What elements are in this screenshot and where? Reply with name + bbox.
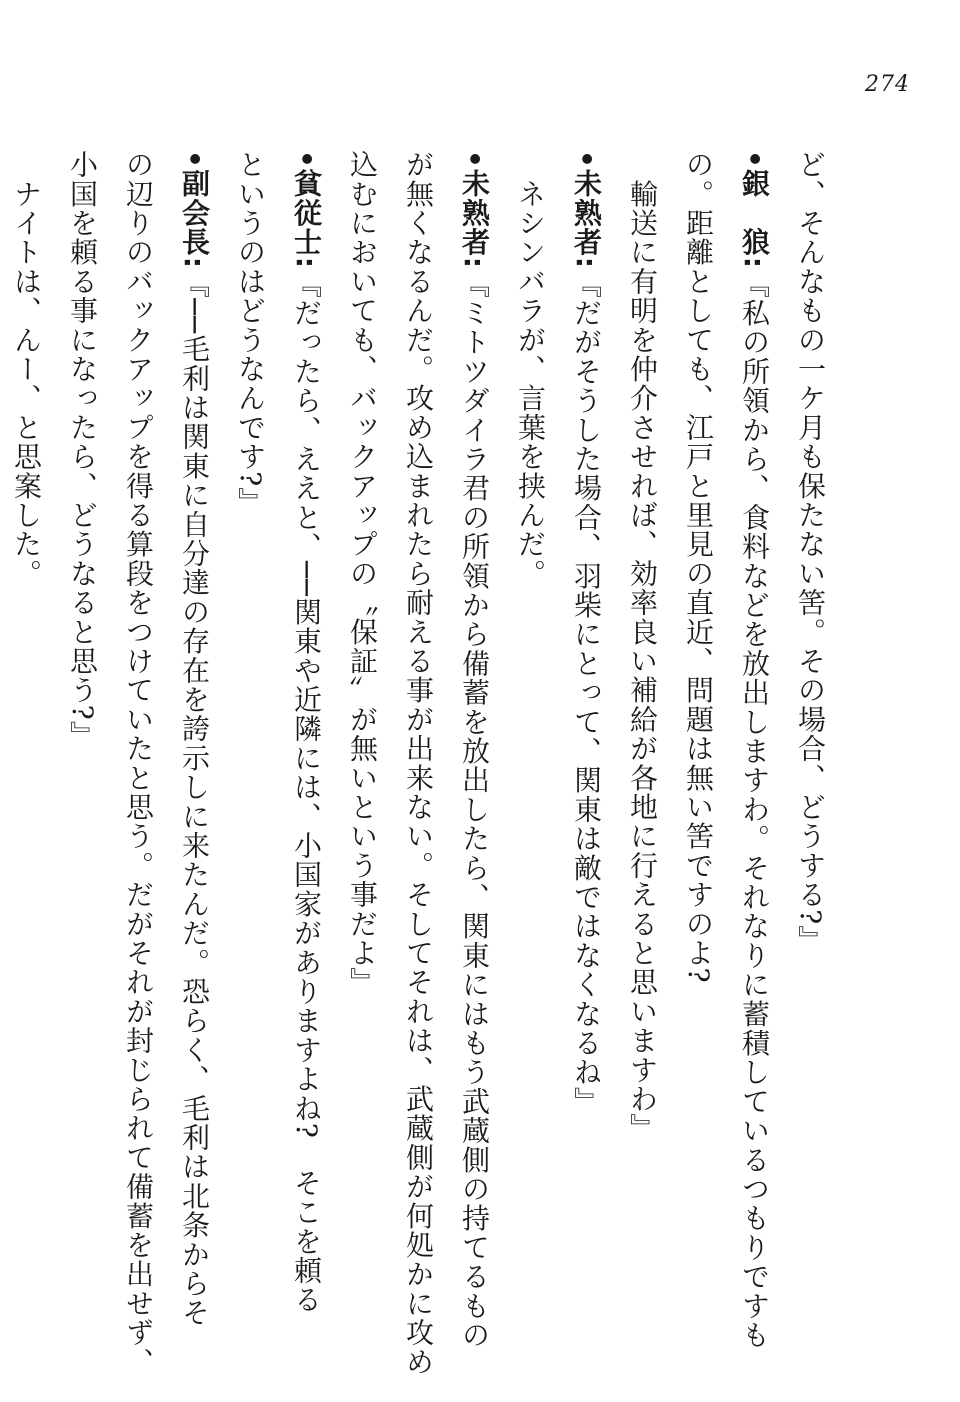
text-line (54, 150, 110, 1330)
text-line (446, 150, 502, 1350)
speaker-colon: : (178, 256, 211, 270)
text-line (782, 150, 838, 1330)
line-text: ナイトは、んー、と思案した。 (10, 150, 43, 588)
line-text: 『ミトツダイラ君の所領から備蓄を放出したら、関東にはもう武蔵側の持てるもの (458, 269, 491, 1350)
speaker-colon: : (458, 256, 491, 270)
text-line (614, 150, 670, 1330)
text-line (110, 150, 166, 1377)
text-line (222, 150, 278, 1330)
text-line (558, 150, 614, 1330)
bullet-mark: • (178, 150, 211, 170)
bullet-mark: • (570, 150, 603, 170)
speaker-name: 未熟者 (570, 169, 603, 257)
line-text: 込むにおいても、バックアップの〝保証〟が無いという事だよ』 (346, 150, 379, 997)
line-text: ネシンバラが、言葉を挟んだ。 (514, 150, 547, 588)
line-text: 『だがそうした場合、羽柴にとって、関東は敵ではなくなるね』 (570, 269, 603, 1116)
text-line (0, 150, 54, 1330)
speaker-name: 貧従士 (290, 169, 323, 257)
line-text: の辺りのバックアップを得る算段をつけていたと思う。だがそれが封じられて備蓄を出せず、 (122, 150, 155, 1377)
text-line (278, 150, 334, 1330)
body-text (10, 150, 838, 1377)
text-line (166, 150, 222, 1330)
bullet-mark: • (738, 150, 771, 170)
speaker-name: 副会長 (178, 169, 211, 257)
text-line (334, 150, 390, 1330)
text-line (502, 150, 558, 1330)
line-text: 『──毛利は関東に自分達の存在を誇示しに来たんだ。恐らく、毛利は北条からそ (178, 269, 211, 1328)
speaker-colon: : (290, 256, 323, 270)
text-line (670, 150, 726, 1330)
text-line (390, 150, 446, 1377)
line-text: 『私の所領から、食料などを放出しますわ。それなりに蓄積しているつもりですも (738, 269, 771, 1350)
page-number: 274 (865, 72, 910, 97)
line-text: ど、そんなもの一ケ月も保たない筈。その場合、どうする?』 (794, 150, 827, 955)
speaker-name: 銀 狼 (738, 169, 771, 257)
line-text: 輸送に有明を仲介させれば、効率良い補給が各地に行えると思いますわ』 (626, 150, 659, 1143)
line-text: の。距離としても、江戸と里見の直近、問題は無い筈ですのよ? (682, 150, 715, 984)
line-text: 小国を頼る事になったら、どうなると思う?』 (66, 150, 99, 751)
speaker-colon: : (570, 256, 603, 270)
text-line (726, 150, 782, 1350)
line-text: 『だったら、ええと、──関東や近隣には、小国家がありますよね? そこを頼る (290, 269, 323, 1315)
line-text: というのはどうなんです?』 (234, 150, 267, 517)
speaker-name: 未熟者 (458, 169, 491, 257)
bullet-mark: • (458, 150, 491, 170)
bullet-mark: • (290, 150, 323, 170)
line-text: が無くなるんだ。攻め込まれたら耐える事が出来ない。そしてそれは、武蔵側が何処かに攻め (402, 150, 435, 1377)
speaker-colon: : (738, 256, 771, 270)
